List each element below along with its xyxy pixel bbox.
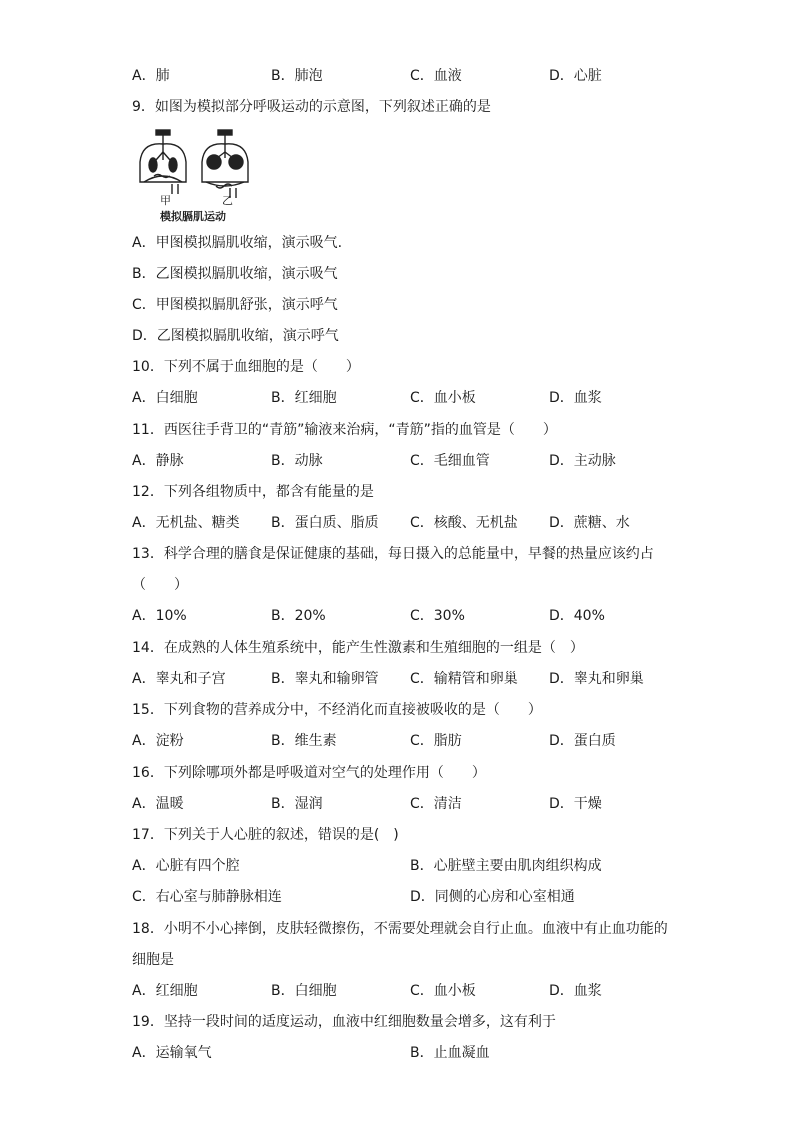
q13-option-c[interactable]: C．30% bbox=[410, 608, 465, 624]
q18-option-b[interactable]: B．白细胞 bbox=[271, 983, 337, 999]
q13-stem-cont: （ ） bbox=[132, 577, 188, 593]
q18-stem-cont: 细胞是 bbox=[132, 952, 174, 968]
q18-option-c[interactable]: C．血小板 bbox=[410, 983, 476, 999]
q9-option-b[interactable]: B．乙图模拟膈肌收缩，演示吸气 bbox=[132, 266, 338, 282]
q17-options-row2 bbox=[132, 887, 692, 907]
q17-options-row1 bbox=[132, 856, 692, 876]
q18-options bbox=[132, 981, 692, 1001]
q16-options bbox=[132, 794, 692, 814]
q19-option-b[interactable]: B．止血凝血 bbox=[410, 1045, 490, 1061]
q19-options bbox=[132, 1043, 692, 1063]
q10-option-d[interactable]: D．血浆 bbox=[549, 390, 602, 406]
q16-option-a[interactable]: A．温暖 bbox=[132, 796, 184, 812]
q13-option-d[interactable]: D．40% bbox=[549, 608, 605, 624]
q19-stem: 19．坚持一段时间的适度运动，血液中红细胞数量会增多，这有利于 bbox=[132, 1014, 556, 1030]
q16-option-b[interactable]: B．湿润 bbox=[271, 796, 323, 812]
q13-stem: 13．科学合理的膳食是保证健康的基础，每日摄入的总能量中，早餐的热量应该约占 bbox=[132, 546, 654, 562]
q10-stem: 10．下列不属于血细胞的是（ ） bbox=[132, 359, 360, 375]
q11-option-b[interactable]: B．动脉 bbox=[271, 453, 323, 469]
q16-stem: 16．下列除哪项外都是呼吸道对空气的处理作用（ ） bbox=[132, 765, 486, 781]
q14-option-a[interactable]: A．睾丸和子宫 bbox=[132, 671, 226, 687]
q12-stem: 12．下列各组物质中，都含有能量的是 bbox=[132, 484, 374, 500]
q11-option-c[interactable]: C．毛细血管 bbox=[410, 453, 490, 469]
q11-option-a[interactable]: A．静脉 bbox=[132, 453, 184, 469]
q14-option-d[interactable]: D．睾丸和卵巢 bbox=[549, 671, 644, 687]
q8-option-d[interactable]: D．心脏 bbox=[549, 68, 602, 84]
q14-option-b[interactable]: B．睾丸和输卵管 bbox=[271, 671, 379, 687]
q16-option-c[interactable]: C．清洁 bbox=[410, 796, 462, 812]
q17-option-a[interactable]: A．心脏有四个腔 bbox=[132, 858, 240, 874]
q10-option-b[interactable]: B．红细胞 bbox=[271, 390, 337, 406]
q12-options bbox=[132, 513, 692, 533]
q9-option-c[interactable]: C．甲图模拟膈肌舒张，演示呼气 bbox=[132, 297, 338, 313]
q10-option-c[interactable]: C．血小板 bbox=[410, 390, 476, 406]
q14-options bbox=[132, 669, 692, 689]
q15-options bbox=[132, 731, 692, 751]
q8-option-c[interactable]: C．血液 bbox=[410, 68, 462, 84]
q11-options bbox=[132, 451, 692, 471]
q17-stem: 17．下列关于人心脏的叙述，错误的是( ) bbox=[132, 827, 399, 843]
q9-option-a[interactable]: A．甲图模拟膈肌收缩，演示吸气. bbox=[132, 235, 343, 251]
q18-option-d[interactable]: D．血浆 bbox=[549, 983, 602, 999]
q14-stem: 14．在成熟的人体生殖系统中，能产生性激素和生殖细胞的一组是（ ） bbox=[132, 640, 584, 656]
q9-stem: 9．如图为模拟部分呼吸运动的示意图，下列叙述正确的是 bbox=[132, 99, 491, 115]
q15-option-b[interactable]: B．维生素 bbox=[271, 733, 337, 749]
figure-caption: 模拟膈肌运动 bbox=[160, 210, 226, 223]
figure-label-yi: 乙 bbox=[222, 194, 233, 207]
q13-option-b[interactable]: B．20% bbox=[271, 608, 326, 624]
q15-option-d[interactable]: D．蛋白质 bbox=[549, 733, 616, 749]
q15-stem: 15．下列食物的营养成分中，不经消化而直接被吸收的是（ ） bbox=[132, 702, 542, 718]
bell-jar-yi bbox=[202, 130, 248, 198]
q11-option-d[interactable]: D．主动脉 bbox=[549, 453, 616, 469]
q13-option-a[interactable]: A．10% bbox=[132, 608, 187, 624]
q17-option-b[interactable]: B．心脏壁主要由肌肉组织构成 bbox=[410, 858, 602, 874]
q19-option-a[interactable]: A．运输氧气 bbox=[132, 1045, 212, 1061]
q13-options bbox=[132, 606, 692, 626]
q8-options bbox=[132, 66, 692, 86]
q12-option-a[interactable]: A．无机盐、糖类 bbox=[132, 515, 240, 531]
q15-option-c[interactable]: C．脂肪 bbox=[410, 733, 462, 749]
q17-option-d[interactable]: D．同侧的心房和心室相通 bbox=[410, 889, 575, 905]
q12-option-d[interactable]: D．蔗糖、水 bbox=[549, 515, 630, 531]
q8-option-b[interactable]: B．肺泡 bbox=[271, 68, 323, 84]
q12-option-c[interactable]: C．核酸、无机盐 bbox=[410, 515, 518, 531]
bell-jar-jia bbox=[140, 130, 186, 194]
bell-jar-diagram bbox=[134, 128, 252, 208]
figure-label-jia: 甲 bbox=[160, 194, 171, 207]
q16-option-d[interactable]: D．干燥 bbox=[549, 796, 602, 812]
q12-option-b[interactable]: B．蛋白质、脂质 bbox=[271, 515, 379, 531]
q18-stem: 18．小明不小心摔倒，皮肤轻微擦伤，不需要处理就会自行止血。血液中有止血功能的 bbox=[132, 921, 668, 937]
q17-option-c[interactable]: C．右心室与肺静脉相连 bbox=[132, 889, 282, 905]
q18-option-a[interactable]: A．红细胞 bbox=[132, 983, 198, 999]
q15-option-a[interactable]: A．淀粉 bbox=[132, 733, 184, 749]
q8-option-a[interactable]: A．肺 bbox=[132, 68, 170, 84]
q9-option-d[interactable]: D．乙图模拟膈肌收缩，演示呼气 bbox=[132, 328, 339, 344]
q11-stem: 11．西医往手背卫的“青筋”输液来治病，“青筋”指的血管是（ ） bbox=[132, 422, 557, 438]
q10-options bbox=[132, 388, 692, 408]
q10-option-a[interactable]: A．白细胞 bbox=[132, 390, 198, 406]
q14-option-c[interactable]: C．输精管和卵巢 bbox=[410, 671, 518, 687]
